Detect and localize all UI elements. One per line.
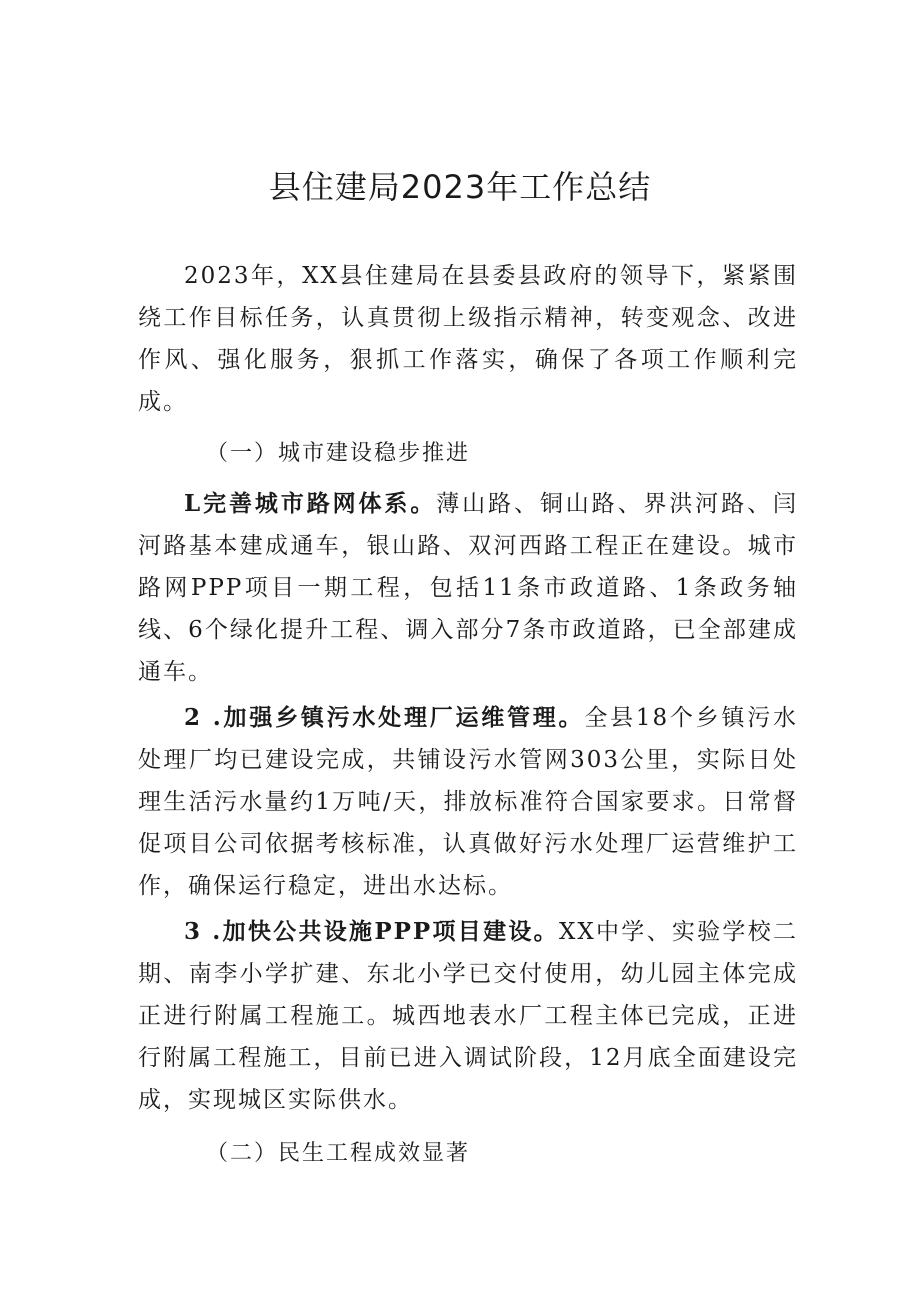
document-body xyxy=(138,255,798,1179)
item-3-text: XX中学、实验学校二期、南李小学扩建、东北小学已交付使用，幼儿园主体完成正进行附属工程施工。城西地表水厂工程主体已完成，正进行附属工程施工，目前已进入调试阶段，12月底全面建设完成，实现城区实际供水。 xyxy=(138,919,799,1113)
section-1-heading: （一）城市建设稳步推进 xyxy=(206,441,471,466)
item-3-lead: 3 .加快公共设施PPP项目建设。 xyxy=(184,918,559,945)
item-2-text: 全县18个乡镇污水处理厂均已建设完成，共铺设污水管网303公里，实际日处理生活污水量约1万吨/天，排放标准符合国家要求。日常督促项目公司依据考核标准，认真做好污水处理厂运营维护工作，确保运行稳定，进出水达标。 xyxy=(138,705,798,899)
item-1-lead: L完善城市路网体系。 xyxy=(184,490,437,517)
intro-paragraph: 2023年，XX县住建局在县委县政府的领导下，紧紧围绕工作目标任务，认真贯彻上级指示精神，转变观念、改进作风、强化服务，狠抓工作落实，确保了各项工作顺利完成。 xyxy=(138,263,798,415)
item-2-paragraph xyxy=(138,697,798,907)
item-1-text: 薄山路、铜山路、界洪河路、闫河路基本建成通车，银山路、双河西路工程正在建设。城市路网PPP项目一期工程，包括11条市政道路、1条政务轴线、6个绿化提升工程、调入部分7条市政道路，已全部建成通车。 xyxy=(138,491,799,685)
item-2-lead: 2 .加强乡镇污水处理厂运维管理。 xyxy=(184,704,585,731)
item-1-paragraph xyxy=(138,483,798,693)
section-2-heading: （二）民生工程成效显著 xyxy=(206,1141,471,1166)
document-title: 县住建局2023年工作总结 xyxy=(268,168,652,206)
item-3-paragraph xyxy=(138,911,798,1121)
